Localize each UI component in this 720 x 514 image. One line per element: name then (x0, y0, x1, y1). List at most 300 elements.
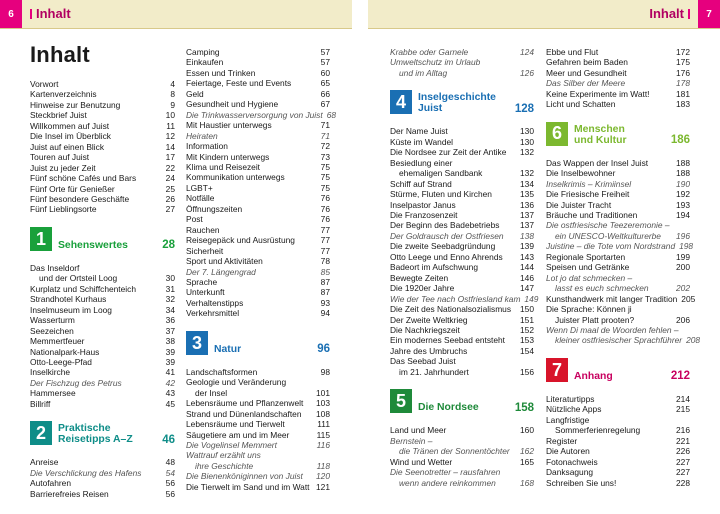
toc-entry-page: 103 (316, 398, 330, 409)
toc-entry[interactable] (546, 89, 690, 99)
toc-entry-page: 214 (676, 393, 690, 404)
toc-entry-title: die Tränen der Sonnentöchter (399, 446, 510, 457)
toc-entry[interactable] (186, 256, 330, 266)
toc-entry[interactable] (546, 168, 690, 178)
toc-entry-title: LGBT+ (186, 182, 213, 193)
toc-entry-page: 8 (170, 89, 175, 100)
toc-entry[interactable] (546, 436, 690, 446)
toc-entry-page: 85 (320, 266, 330, 277)
toc-entry[interactable] (546, 273, 690, 283)
toc-entry-page: 98 (320, 366, 330, 377)
toc-entry-title: Literaturtipps (546, 393, 595, 404)
toc-entry[interactable] (186, 141, 330, 151)
toc-entry-title: Wie der Tee nach Ostfriesland kam (390, 293, 521, 304)
section-name-line-2: Juist (418, 103, 443, 115)
toc-entry-page: 143 (520, 251, 534, 262)
section-name (418, 92, 515, 114)
toc-list (30, 263, 175, 409)
section-number-badge: 3 (186, 331, 208, 355)
toc-entry[interactable] (186, 78, 330, 88)
toc-entry[interactable] (186, 120, 330, 130)
toc-entry-title: Sicherheit (186, 245, 224, 256)
toc-entry[interactable] (30, 388, 175, 398)
toc-entry-page: 208 (686, 335, 701, 346)
toc-entry-title: Fünf schöne Cafés und Bars (30, 173, 137, 184)
toc-entry[interactable] (30, 357, 175, 367)
toc-entry[interactable] (186, 430, 330, 440)
toc-entry-title: Jahre des Umbruchs (390, 345, 468, 356)
toc-entry-page: 101 (316, 387, 330, 398)
toc-entry[interactable] (546, 220, 690, 230)
toc-entry[interactable] (546, 200, 690, 210)
toc-entry-page: 38 (165, 336, 175, 347)
toc-entry-title: Billriff (30, 398, 51, 409)
toc-entry[interactable] (186, 47, 330, 57)
toc-entry-title: Hammersee (30, 388, 76, 399)
toc-entry-title: Bewegte Zeiten (390, 272, 449, 283)
toc-entry[interactable] (186, 172, 330, 182)
toc-entry[interactable] (390, 315, 534, 325)
section-number-badge: 2 (30, 421, 52, 445)
toc-entry[interactable] (30, 378, 175, 388)
toc-entry-page: 146 (520, 272, 534, 283)
toc-entry-page: 68 (326, 109, 337, 120)
section-heading-5[interactable] (390, 389, 534, 413)
toc-entry[interactable] (546, 68, 690, 78)
toc-entry[interactable] (546, 189, 690, 199)
toc-entry[interactable] (186, 267, 330, 277)
section-heading-2[interactable] (30, 421, 175, 445)
toc-entry[interactable] (186, 482, 330, 492)
toc-entry-title: Geld (186, 88, 204, 99)
toc-entry[interactable] (30, 100, 175, 110)
section-heading-1[interactable] (30, 227, 175, 251)
toc-entry-page: 228 (676, 477, 690, 488)
toc-entry-page: 120 (316, 471, 330, 482)
toc-entry-title: Verhaltenstipps (186, 297, 244, 308)
toc-entry-title: Barrierefreies Reisen (30, 488, 109, 499)
toc-entry[interactable] (390, 425, 534, 435)
toc-entry-page: 116 (316, 439, 330, 450)
toc-entry-page: 176 (676, 67, 690, 78)
toc-entry[interactable] (30, 367, 175, 377)
toc-entry[interactable] (186, 377, 330, 387)
toc-entry[interactable] (186, 461, 330, 471)
toc-entry-title: Memmertfeuer (30, 336, 85, 347)
toc-entry-title: Langfristige (546, 414, 590, 425)
toc-entry[interactable] (390, 478, 534, 488)
toc-entry[interactable] (546, 425, 690, 435)
toc-entry-title: Nützliche Apps (546, 404, 602, 415)
toc-entry-page: 121 (316, 481, 330, 492)
toc-entry[interactable] (390, 147, 534, 157)
toc-entry[interactable] (186, 409, 330, 419)
toc-entry[interactable] (390, 220, 534, 230)
toc-entry[interactable] (186, 109, 337, 120)
toc-entry-title: Steckbrief Juist (30, 110, 87, 121)
toc-entry-title: Post (186, 214, 203, 225)
toc-entry-title: Licht und Schatten (546, 99, 616, 110)
toc-entry-title: Otto Leege und Enno Ahrends (390, 251, 503, 262)
toc-entry-title: Strand und Dünenlandschaften (186, 408, 302, 419)
toc-entry-title: Schreiben Sie uns! (546, 477, 617, 488)
section-heading-4[interactable] (390, 90, 534, 114)
toc-entry[interactable] (186, 193, 330, 203)
toc-entry[interactable] (390, 457, 534, 467)
toc-entry[interactable] (546, 210, 690, 220)
toc-entry-title: ehemaligen Sandbank (399, 168, 483, 179)
section-name-line-1: Inselgeschichte (418, 92, 496, 104)
toc-entry-title: Otto-Leege-Pfad (30, 356, 92, 367)
toc-entry-page: 41 (165, 367, 175, 378)
toc-entry[interactable] (186, 246, 330, 256)
toc-column-3 (390, 47, 539, 488)
toc-entry[interactable] (546, 47, 690, 57)
section-name (574, 124, 671, 146)
toc-entry-page: 77 (320, 245, 330, 256)
toc-entry-title: Notfälle (186, 193, 215, 204)
toc-entry-page: 56 (165, 488, 175, 499)
toc-entry-page: 132 (520, 168, 534, 179)
toc-entry[interactable] (546, 99, 690, 109)
section-name-line-1: Praktische (58, 423, 111, 435)
toc-entry-title: Speisen und Getränke (546, 262, 630, 273)
toc-entry-page: 132 (520, 147, 534, 158)
toc-entry-page: 172 (676, 47, 690, 57)
toc-list (30, 79, 175, 215)
toc-entry-title: Kartenverzeichnis (30, 89, 97, 100)
toc-entry-page: 135 (520, 189, 534, 200)
toc-entry[interactable] (30, 184, 175, 194)
toc-entry-page: 32 (165, 294, 175, 305)
toc-entry[interactable] (186, 225, 330, 235)
toc-entry[interactable] (186, 308, 330, 318)
toc-entry-title: Das Silber der Meere (546, 78, 626, 89)
toc-entry-title: Register (546, 435, 578, 446)
toc-entry-page: 87 (320, 287, 330, 298)
toc-entry[interactable] (390, 137, 534, 147)
toc-entry[interactable] (546, 457, 690, 467)
toc-entry[interactable] (30, 121, 175, 131)
section-page: 46 (162, 433, 175, 446)
toc-entry[interactable] (30, 204, 175, 214)
toc-entry[interactable] (546, 415, 690, 425)
toc-entry-page: 72 (320, 141, 330, 152)
toc-entry[interactable] (546, 446, 690, 456)
section-name: Anhang (574, 370, 613, 382)
toc-entry-page: 54 (165, 467, 175, 478)
toc-entry[interactable] (390, 200, 534, 210)
toc-entry-page: 152 (520, 324, 534, 335)
toc-entry-title: Die Seenotretter – rausfahren (390, 467, 501, 478)
toc-entry[interactable] (30, 110, 175, 120)
toc-entry[interactable] (546, 315, 690, 325)
toc-entry-title: Die Inselbewohner (546, 168, 616, 179)
toc-entry-page: 156 (520, 366, 534, 377)
toc-entry[interactable] (546, 394, 690, 404)
toc-entry-page: 36 (165, 315, 175, 326)
toc-entry-title: Regionale Sportarten (546, 251, 626, 262)
toc-entry[interactable] (390, 293, 539, 304)
toc-entry-page: 153 (520, 335, 534, 346)
toc-entry[interactable] (30, 399, 175, 409)
toc-entry[interactable] (186, 204, 330, 214)
toc-entry[interactable] (546, 57, 690, 67)
toc-entry-page: 10 (165, 110, 175, 121)
toc-entry-title: Keine Experimente im Watt! (546, 88, 650, 99)
toc-entry[interactable] (186, 152, 330, 162)
toc-entry-page: 22 (165, 162, 175, 173)
toc-entry-title: Willkommen auf Juist (30, 120, 110, 131)
toc-entry-page: 130 (520, 136, 534, 147)
toc-entry[interactable] (30, 131, 175, 141)
toc-entry[interactable] (186, 99, 330, 109)
toc-entry[interactable] (30, 152, 175, 162)
toc-entry[interactable] (390, 304, 534, 314)
toc-entry[interactable] (390, 179, 534, 189)
toc-entry[interactable] (186, 57, 330, 67)
toc-entry[interactable] (390, 436, 534, 446)
toc-entry[interactable] (30, 315, 175, 325)
toc-entry[interactable] (390, 356, 534, 366)
toc-entry-page: 175 (676, 57, 690, 68)
toc-entry[interactable] (390, 189, 534, 199)
toc-entry[interactable] (186, 367, 330, 377)
toc-entry[interactable] (186, 398, 330, 408)
toc-entry[interactable] (30, 142, 175, 152)
toc-list (186, 367, 330, 492)
section-page: 186 (670, 134, 690, 147)
toc-entry[interactable] (390, 168, 534, 178)
toc-entry[interactable] (390, 231, 534, 241)
toc-entry-page: 215 (676, 404, 690, 415)
toc-entry-page: 76 (320, 203, 330, 214)
toc-list (186, 47, 337, 319)
toc-entry[interactable] (546, 293, 696, 304)
toc-entry-page: 188 (676, 157, 690, 168)
toc-entry-title: Besiedlung einer (390, 157, 453, 168)
toc-entry-page: 130 (520, 126, 534, 137)
toc-entry[interactable] (186, 68, 330, 78)
toc-entry-title: Fünf besondere Geschäfte (30, 193, 130, 204)
toc-entry[interactable] (30, 336, 175, 346)
toc-entry-page: 31 (165, 283, 175, 294)
toc-entry-title: Land und Meer (390, 425, 447, 436)
section-heading-3[interactable] (186, 331, 330, 355)
toc-entry-title: Information (186, 141, 228, 152)
toc-entry-page: 216 (676, 425, 690, 436)
toc-entry[interactable] (546, 158, 690, 168)
toc-entry[interactable] (186, 450, 330, 460)
toc-entry[interactable] (390, 57, 534, 67)
toc-entry[interactable] (186, 419, 330, 429)
toc-entry-page: 75 (320, 161, 330, 172)
section-page: 212 (670, 370, 690, 383)
toc-entry-title: Die 1920er Jahre (390, 283, 455, 294)
toc-entry[interactable] (390, 47, 534, 57)
toc-entry-title: Die Vogelinsel Memmert (186, 439, 277, 450)
toc-entry-title: Unterkunft (186, 287, 225, 298)
toc-entry[interactable] (30, 457, 175, 467)
toc-entry[interactable] (30, 294, 175, 304)
toc-entry-title: Heiraten (186, 130, 218, 141)
toc-entry[interactable] (390, 158, 534, 168)
toc-entry-title: Die ostfriesische Teezeremonie – (546, 220, 670, 231)
toc-entry-title: Ebbe und Flut (546, 47, 599, 57)
toc-entry-page: 57 (320, 47, 330, 57)
toc-entry[interactable] (30, 79, 175, 89)
toc-entry[interactable] (546, 241, 694, 252)
toc-entry-title: Die Sprache: Können ji (546, 304, 632, 315)
toc-entry[interactable] (30, 163, 175, 173)
toc-entry-title: wenn andere reinkommen (399, 477, 496, 488)
toc-entry-page: 26 (165, 193, 175, 204)
toc-entry-page: 126 (520, 67, 534, 78)
toc-entry[interactable] (390, 367, 534, 377)
toc-entry-page: 94 (320, 308, 330, 319)
toc-entry-page: 12 (165, 131, 175, 142)
toc-entry[interactable] (546, 283, 690, 293)
section-page: 96 (317, 343, 330, 356)
toc-entry[interactable] (546, 467, 690, 477)
toc-entry[interactable] (390, 68, 534, 78)
toc-column-2 (186, 47, 337, 492)
toc-entry-title: Inselkrimis – Krimiinsel (546, 178, 632, 189)
toc-entry-title: Mit Haustier unterwegs (186, 120, 272, 131)
toc-entry-page: 134 (520, 178, 534, 189)
toc-entry[interactable] (390, 346, 534, 356)
toc-entry[interactable] (186, 298, 330, 308)
toc-entry-title: Juister Platt prooten? (555, 314, 635, 325)
toc-entry[interactable] (546, 325, 690, 335)
toc-entry[interactable] (546, 335, 701, 346)
toc-entry-title: Inselpastor Janus (390, 199, 456, 210)
page-number-left: 6 (0, 0, 22, 28)
toc-entry[interactable] (30, 468, 175, 478)
toc-entry[interactable] (546, 304, 690, 314)
toc-entry-title: Strandhotel Kurhaus (30, 294, 107, 305)
page-number-right: 7 (698, 0, 720, 28)
toc-entry-title: Fotonachweis (546, 456, 598, 467)
toc-entry[interactable] (390, 283, 534, 293)
toc-entry[interactable] (546, 231, 690, 241)
toc-entry-page: 75 (320, 172, 330, 183)
toc-entry-title: im 21. Jahrhundert (399, 366, 469, 377)
toc-entry[interactable] (390, 241, 534, 251)
toc-entry-page: 14 (165, 141, 175, 152)
toc-entry[interactable] (390, 210, 534, 220)
toc-entry[interactable] (30, 273, 175, 283)
toc-entry-title: Kunsthandwerk mit langer Tradition (546, 293, 678, 304)
toc-entry-title: Juistine – die Tote vom Nordstrand (546, 241, 676, 252)
toc-entry[interactable] (390, 252, 534, 262)
toc-entry-page: 137 (520, 209, 534, 220)
toc-entry-title: Fünf Orte für Genießer (30, 183, 115, 194)
page-title: Inhalt (30, 42, 90, 67)
toc-entry[interactable] (390, 262, 534, 272)
toc-entry-page: 71 (320, 120, 330, 131)
toc-entry[interactable] (390, 335, 534, 345)
toc-entry-title: Wenn Di maal de Woorden fehlen – (546, 324, 679, 335)
toc-entry[interactable] (186, 162, 330, 172)
toc-entry[interactable] (30, 478, 175, 488)
toc-entry-page: 144 (520, 262, 534, 273)
toc-entry-page: 196 (676, 230, 690, 241)
toc-entry[interactable] (186, 89, 330, 99)
section-name: Die Nordsee (418, 402, 479, 414)
toc-entry[interactable] (186, 183, 330, 193)
toc-entry-page: 42 (165, 377, 175, 388)
toc-entry-title: Öffnungszeiten (186, 203, 243, 214)
toc-entry[interactable] (30, 284, 175, 294)
toc-entry-title: Essen und Trinken (186, 67, 256, 78)
toc-entry-title: Verkehrsmittel (186, 308, 240, 319)
toc-entry-page: 45 (165, 398, 175, 409)
toc-entry[interactable] (30, 347, 175, 357)
toc-entry[interactable] (30, 305, 175, 315)
toc-entry[interactable] (30, 89, 175, 99)
toc-entry[interactable] (390, 325, 534, 335)
section-heading-7[interactable] (546, 358, 690, 382)
toc-entry-title: Klima und Reisezeit (186, 161, 261, 172)
toc-entry-page: 87 (320, 276, 330, 287)
toc-entry-title: Vorwort (30, 79, 59, 89)
toc-entry[interactable] (30, 489, 175, 499)
toc-entry-title: Juist zu jeder Zeit (30, 162, 96, 173)
toc-entry-title: Anreise (30, 457, 59, 468)
toc-entry[interactable] (186, 287, 330, 297)
toc-entry-page: 227 (676, 467, 690, 478)
toc-entry-title: lasst es euch schmecken (555, 283, 649, 294)
toc-entry[interactable] (30, 194, 175, 204)
toc-entry[interactable] (546, 262, 690, 272)
toc-entry[interactable] (546, 179, 690, 189)
toc-entry[interactable] (30, 326, 175, 336)
toc-entry[interactable] (30, 263, 175, 273)
toc-entry[interactable] (186, 471, 330, 481)
toc-entry[interactable] (390, 467, 534, 477)
section-heading-6[interactable] (546, 122, 690, 146)
toc-entry[interactable] (390, 126, 534, 136)
toc-entry[interactable] (186, 388, 330, 398)
toc-entry[interactable] (186, 235, 330, 245)
toc-entry[interactable] (30, 173, 175, 183)
toc-entry[interactable] (546, 252, 690, 262)
toc-entry[interactable] (186, 131, 330, 141)
toc-entry[interactable] (546, 404, 690, 414)
toc-entry[interactable] (186, 440, 330, 450)
toc-entry-page: 206 (676, 314, 690, 325)
toc-entry[interactable] (390, 273, 534, 283)
toc-entry-title: Das Seebad Juist (390, 356, 456, 367)
section-name (58, 423, 162, 445)
toc-entry[interactable] (186, 214, 330, 224)
toc-entry-page: 57 (320, 57, 330, 68)
toc-entry-title: Lebensräume und Pflanzenwelt (186, 398, 304, 409)
toc-entry[interactable] (186, 277, 330, 287)
section-name-line-1: Menschen (574, 123, 625, 135)
toc-entry[interactable] (546, 478, 690, 488)
toc-entry-page: 202 (676, 283, 690, 294)
toc-entry-title: Bräuche und Traditionen (546, 209, 638, 220)
toc-entry[interactable] (546, 78, 690, 88)
toc-entry-title: Nationalpark-Haus (30, 346, 100, 357)
toc-entry-page: 25 (165, 183, 175, 194)
toc-entry-page: 136 (520, 199, 534, 210)
toc-entry[interactable] (390, 446, 534, 456)
toc-column-1 (30, 79, 175, 499)
toc-entry-page: 200 (676, 262, 690, 273)
